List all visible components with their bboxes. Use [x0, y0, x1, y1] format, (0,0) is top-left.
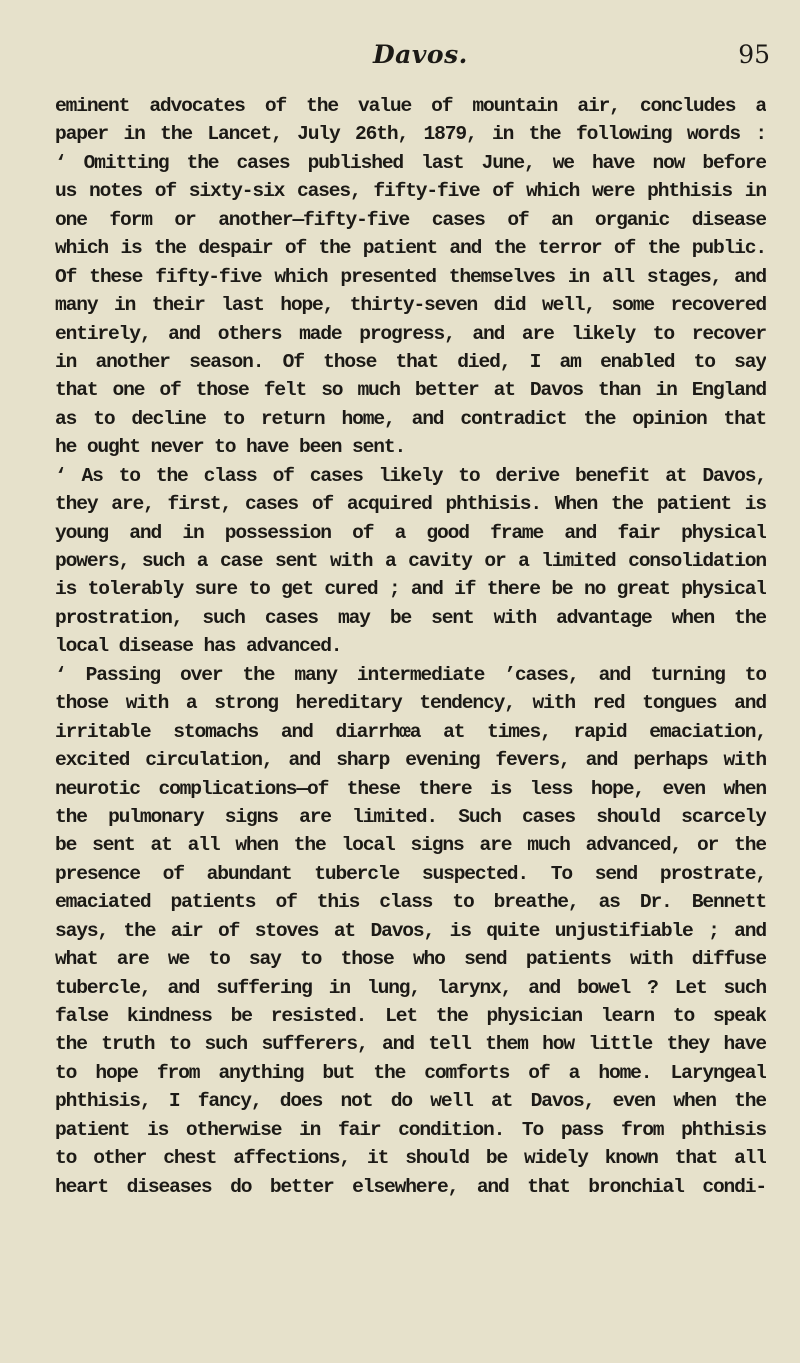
text-line: many in their last hope, thirty-seven did well, some recovered: [55, 294, 766, 317]
text-line: be sent at all when the local signs are much advanced, or the: [55, 834, 766, 857]
text-line: ‘ Omitting the cases published last June, we have now before: [55, 151, 766, 174]
text-line: tubercle, and suffering in lung, larynx, and bowel ? Let such: [55, 976, 766, 999]
text-line: us notes of sixty-six cases, fifty-five of which were phthisis in: [55, 180, 766, 203]
text-line: local disease has advanced.: [55, 635, 342, 658]
text-line: says, the air of stoves at Davos, is quite unjustifiable ; and: [55, 919, 766, 942]
text-line: they are, first, cases of acquired phthisis. When the patient is: [55, 493, 766, 516]
text-line: irritable stomachs and diarrhœa at times, rapid emaciation,: [55, 720, 766, 743]
text-line: emaciated patients of this class to breathe, as Dr. Bennett: [55, 891, 766, 914]
page-number: 95: [738, 40, 770, 69]
text-line: the pulmonary signs are limited. Such cases should scarcely: [55, 805, 766, 828]
text-line: eminent advocates of the value of mountain air, concludes a: [55, 95, 766, 117]
text-line: those with a strong hereditary tendency, with red tongues and: [55, 692, 766, 715]
text-line: which is the despair of the patient and the terror of the public.: [55, 237, 766, 260]
text-line: patient is otherwise in fair condition. To pass from phthisis: [55, 1118, 766, 1141]
text-line: is tolerably sure to get cured ; and if there be no great physical: [55, 578, 766, 601]
text-line: as to decline to return home, and contradict the opinion that: [55, 407, 766, 430]
text-line: the truth to such sufferers, and tell them how little they have: [55, 1033, 766, 1056]
text-line: heart diseases do better elsewhere, and that bronchial condi-: [55, 1175, 766, 1198]
text-line: paper in the Lancet, July 26th, 1879, in the following words :: [55, 123, 766, 146]
text-line: what are we to say to those who send patients with diffuse: [55, 948, 766, 971]
text-line: presence of abundant tubercle suspected. To send prostrate,: [55, 862, 766, 885]
text-line: false kindness be resisted. Let the physician learn to speak: [55, 1005, 766, 1027]
text-line: ‘ Passing over the many intermediate ’cases, and turning to: [55, 663, 766, 686]
text-line: entirely, and others made progress, and are likely to recover: [55, 322, 766, 345]
text-line: to other chest affections, it should be widely known that all: [55, 1147, 766, 1170]
body-text: [55, 92, 766, 1201]
text-line: he ought never to have been sent.: [55, 436, 406, 459]
text-line: ‘ As to the class of cases likely to derive benefit at Davos,: [55, 464, 766, 487]
text-line: powers, such a case sent with a cavity or a limited consolidation: [55, 550, 766, 572]
running-head: [55, 40, 770, 80]
text-line: neurotic complications—of these there is less hope, even when: [55, 777, 766, 800]
text-line: Of these fifty-five which presented themselves in all stages, and: [55, 265, 766, 288]
text-line: young and in possession of a good frame and fair physical: [55, 521, 766, 544]
text-line: in another season. Of those that died, I am enabled to say: [55, 350, 766, 373]
text-line: one form or another—fifty-five cases of an organic disease: [55, 208, 766, 231]
text-line: phthisis, I fancy, does not do well at Davos, even when the: [55, 1090, 766, 1113]
text-line: to hope from anything but the comforts of a home. Laryngeal: [55, 1061, 766, 1084]
text-line: that one of those felt so much better at Davos than in England: [55, 379, 766, 402]
text-line: excited circulation, and sharp evening fevers, and perhaps with: [55, 749, 766, 772]
text-line: prostration, such cases may be sent with advantage when the: [55, 606, 766, 629]
running-title: Davos.: [373, 40, 468, 69]
